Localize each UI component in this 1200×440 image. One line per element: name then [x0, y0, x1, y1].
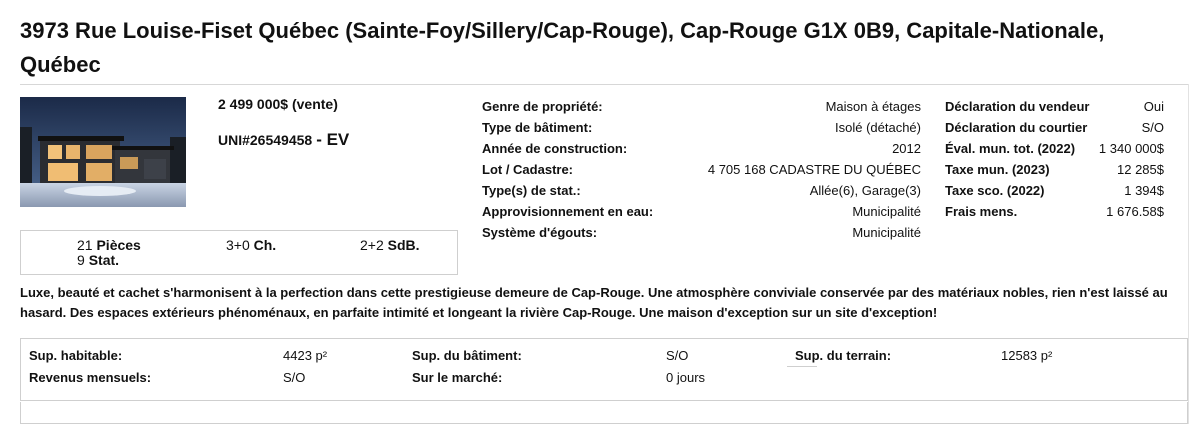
finance-row: Frais mens. 1 676.58$: [945, 204, 1164, 219]
revenus-value: S/O: [283, 370, 306, 385]
finance-row: Éval. mun. tot. (2022) 1 340 000$: [945, 141, 1164, 156]
detail-row: Lot / Cadastre: 4 705 168 CADASTRE DU QUÉBEC: [482, 162, 921, 177]
bottom-panel: [20, 402, 1188, 424]
revenus-label: Revenus mensuels:: [29, 370, 152, 385]
detail-row: Approvisionnement en eau: Municipalité: [482, 204, 921, 219]
stat-count: 9 Stat.: [77, 252, 120, 268]
sur-marche-label: Sur le marché:: [412, 370, 503, 385]
finance-row: Taxe sco. (2022) 1 394$: [945, 183, 1164, 198]
title-divider: [20, 84, 1188, 85]
finance-row: Déclaration du courtier S/O: [945, 120, 1164, 135]
property-details: [482, 96, 921, 243]
summary-divider: [787, 366, 817, 367]
listing-description: Luxe, beauté et cachet s'harmonisent à la perfection dans cette prestigieuse demeure de Cap-Rouge. Une atmosphère conviviale conservée par des matériaux nobles, rien n'est laissé au hasard. Des espaces extérieurs phénoménaux, en parfaite intimité et longeant la rivière Cap-Rouge. Une maison d'exception sur un site d'exception!: [20, 285, 1168, 320]
detail-row: Système d'égouts: Municipalité: [482, 225, 921, 240]
pieces-count: 21 Pièces: [77, 237, 141, 253]
sup-batiment-label: Sup. du bâtiment:: [412, 348, 522, 363]
sup-habitable-value: 4423 p²: [283, 348, 328, 363]
page-title: 3973 Rue Louise-Fiset Québec (Sainte-Foy/Sillery/Cap-Rouge), Cap-Rouge G1X 0B9, Capitale-Nationale, Québec: [20, 18, 1105, 77]
rooms-summary: [20, 230, 458, 275]
finance-row: Déclaration du vendeur Oui: [945, 99, 1164, 114]
detail-row: Type(s) de stat.: Allée(6), Garage(3): [482, 183, 921, 198]
sup-terrain-label: Sup. du terrain:: [795, 348, 892, 363]
sup-terrain-value: 12583 p²: [1001, 348, 1053, 363]
property-photo[interactable]: [20, 97, 186, 207]
detail-row: Genre de propriété: Maison à étages: [482, 99, 921, 114]
area-summary: [20, 338, 1188, 401]
listing-id: [218, 130, 349, 150]
listing-price: 2 499 000$ (vente): [218, 96, 338, 112]
finance-row: Taxe mun. (2023) 12 285$: [945, 162, 1164, 177]
sup-batiment-value: S/O: [666, 348, 689, 363]
sur-marche-value: 0 jours: [666, 370, 706, 385]
right-border: [1188, 84, 1189, 424]
financial-details: [945, 96, 1164, 222]
detail-row: Type de bâtiment: Isolé (détaché): [482, 120, 921, 135]
sdb-count: 2+2 SdB.: [360, 237, 420, 253]
house-photo-image: [20, 97, 186, 207]
listing-status: - EV: [316, 130, 350, 149]
detail-row: Année de construction: 2012: [482, 141, 921, 156]
sup-habitable-label: Sup. habitable:: [29, 348, 123, 363]
uni-number: UNI#26549458: [218, 132, 313, 148]
chambres-count: 3+0 Ch.: [226, 237, 277, 253]
